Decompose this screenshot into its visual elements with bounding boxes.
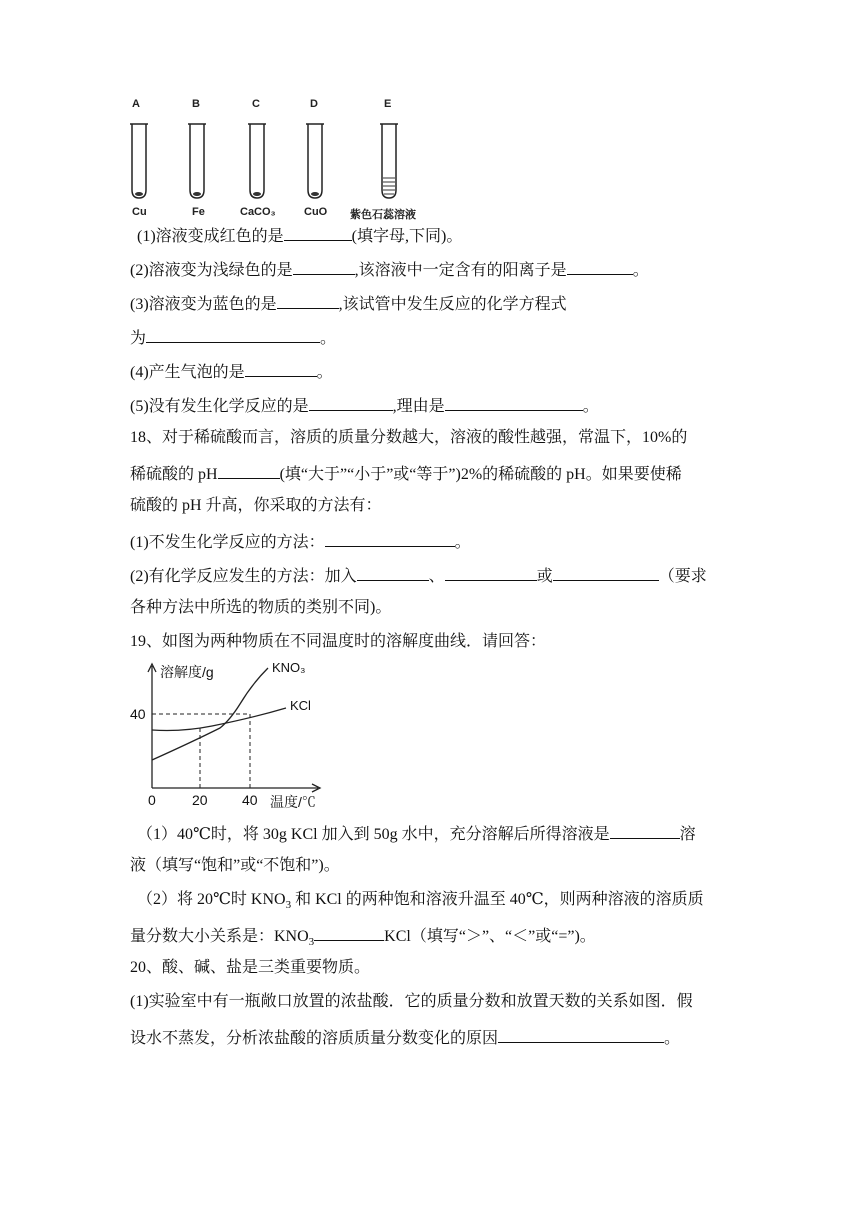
- graph-ylabel: 溶解度/g: [160, 664, 214, 680]
- tube-d: [308, 124, 322, 198]
- solid-caco3: [253, 192, 261, 196]
- x-tick-0: 0: [148, 792, 156, 808]
- q18-line-1: 18、对于稀硫酸而言，溶质的质量分数越大，溶液的酸性越强，常温下，10%的: [130, 429, 688, 446]
- tube-letter-b: B: [192, 98, 200, 110]
- q20-line-2: (1)实验室中有一瓶敞口放置的浓盐酸．它的质量分数和放置天数的关系如图．假: [130, 993, 693, 1010]
- tube-letter-a: A: [132, 98, 140, 110]
- tube-b: [190, 124, 204, 198]
- y-tick-40: 40: [130, 706, 146, 722]
- q17-line-2: (2)溶液变为浅绿色的是 ,该溶液中一定含有的阳离子是 。: [130, 256, 649, 283]
- q17-line-1: (1)溶液变成红色的是 (填字母,下同)。: [137, 222, 462, 249]
- tube-label-caco3: CaCO₃: [240, 206, 276, 218]
- answer-blank[interactable]: [445, 392, 583, 411]
- answer-blank[interactable]: [284, 222, 352, 241]
- q18-line-4: (1)不发生化学反应的方法： 。: [130, 528, 471, 555]
- tube-label-litmus: 紫色石蕊溶液: [350, 209, 416, 221]
- tube-label-cuo: CuO: [304, 206, 328, 218]
- series-label-kcl: KCl: [290, 698, 311, 713]
- q19-line-2: （1）40℃时，将 30g KCl 加入到 50g 水中，充分溶解后所得溶液是 溶: [137, 820, 696, 847]
- q17-line-3: (3)溶液变为蓝色的是 ,该试管中发生反应的化学方程式: [130, 290, 567, 317]
- answer-blank[interactable]: [357, 562, 429, 581]
- answer-blank[interactable]: [293, 256, 355, 275]
- series-label-kno3: KNO₃: [272, 660, 306, 675]
- tube-label-fe: Fe: [192, 206, 205, 218]
- test-tubes-figure: [120, 98, 450, 220]
- kcl-curve: [152, 708, 286, 731]
- q17-line-5: (4)产生气泡的是 。: [130, 358, 333, 385]
- answer-blank[interactable]: [553, 562, 659, 581]
- answer-blank[interactable]: [277, 290, 339, 309]
- q18-line-2: 稀硫酸的 pH (填“大于”“小于”或“等于”)2%的稀硫酸的 pH。如果要使稀: [130, 460, 682, 487]
- x-tick-40: 40: [242, 792, 258, 808]
- answer-blank[interactable]: [314, 922, 384, 941]
- tube-e: [382, 124, 396, 198]
- tube-letter-c: C: [252, 98, 260, 110]
- test-tubes-drawing: [120, 98, 450, 220]
- answer-blank[interactable]: [218, 460, 280, 479]
- answer-blank[interactable]: [610, 820, 680, 839]
- q18-line-3: 硫酸的 pH 升高，你采取的方法有：: [130, 497, 382, 514]
- solubility-curve-drawing: [122, 660, 332, 810]
- answer-blank[interactable]: [325, 528, 455, 547]
- q19-line-1: 19、如图为两种物质在不同温度时的溶解度曲线．请回答：: [130, 633, 547, 650]
- tube-letter-d: D: [310, 98, 318, 110]
- q17-line-4: 为 。: [130, 324, 336, 351]
- graph-xlabel: 温度/℃: [270, 794, 316, 810]
- q20-line-3: 设水不蒸发，分析浓盐酸的溶质质量分数变化的原因 。: [130, 1024, 680, 1051]
- tube-c: [250, 124, 264, 198]
- tube-label-cu: Cu: [132, 206, 147, 218]
- answer-blank[interactable]: [309, 392, 393, 411]
- answer-blank[interactable]: [146, 324, 320, 343]
- q19-line-4: （2）将 20℃时 $KNO_3$ 和 KCl 的两种饱和溶液升温至 40℃，则两种溶液的溶质质: [137, 891, 704, 912]
- tube-letter-e: E: [384, 98, 392, 110]
- answer-blank[interactable]: [567, 256, 633, 275]
- solid-cu: [135, 192, 143, 196]
- liquid-e: [383, 178, 395, 194]
- answer-blank[interactable]: [245, 358, 317, 377]
- solid-cuo: [311, 192, 319, 196]
- answer-blank[interactable]: [445, 562, 537, 581]
- q19-line-5: 量分数大小关系是：$KNO_3$ KCl（填写“＞”、“＜”或“=”)。: [130, 922, 596, 954]
- answer-blank[interactable]: [498, 1024, 664, 1043]
- q18-line-5: (2)有化学反应发生的方法：加入 、 或 （要求: [130, 562, 707, 589]
- solubility-graph: [122, 660, 332, 810]
- q19-line-3: 液（填写“饱和”或“不饱和”)。: [130, 857, 340, 874]
- q20-line-1: 20、酸、碱、盐是三类重要物质。: [130, 959, 371, 976]
- tube-a: [132, 124, 146, 198]
- solid-fe: [193, 192, 201, 196]
- q17-line-6: (5)没有发生化学反应的是 ,理由是 。: [130, 392, 599, 419]
- x-tick-20: 20: [192, 792, 208, 808]
- q18-line-6: 各种方法中所选的物质的类别不同)。: [130, 599, 392, 616]
